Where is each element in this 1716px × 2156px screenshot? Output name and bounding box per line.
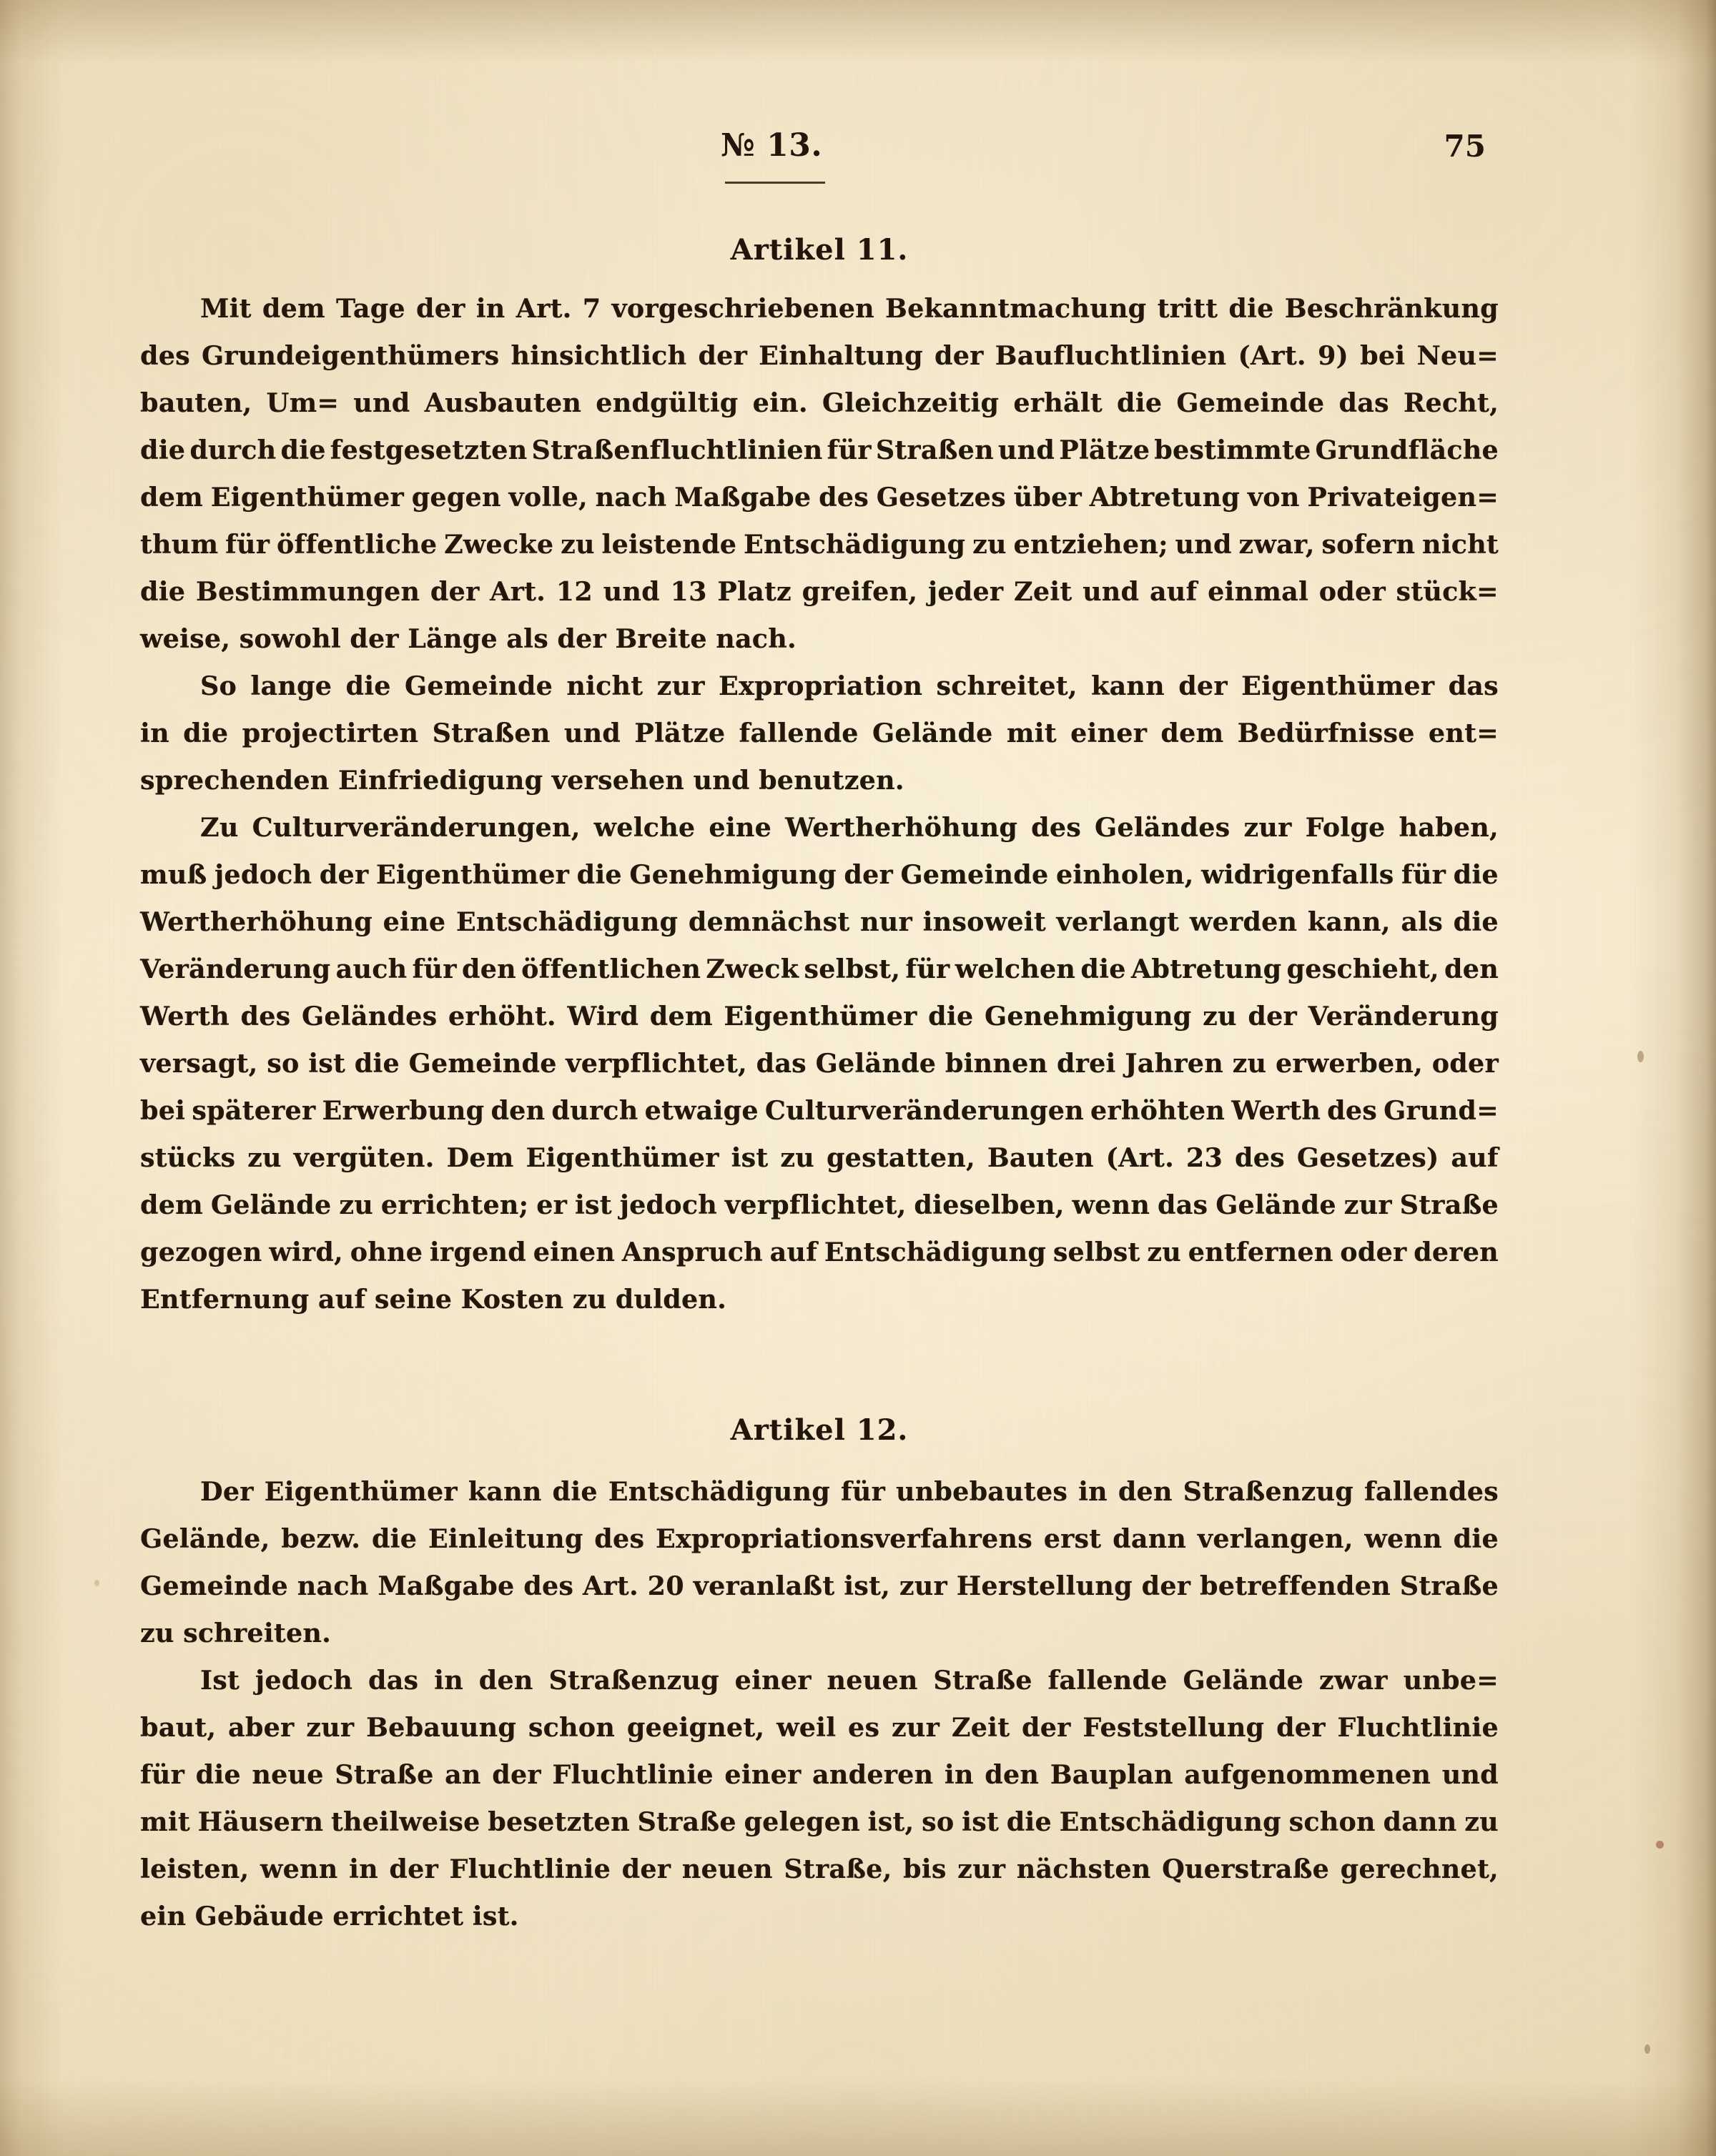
issue-number-rule (725, 182, 825, 184)
text-line: für die neue Straße an der Fluchtlinie einer anderen in den Bauplan aufgenommenen und (140, 1759, 1499, 1790)
page-edge-bottom-shadow (0, 2077, 1716, 2156)
text-line: Der Eigenthümer kann die Entschädigung für unbebautes in den Straßenzug fallendes (200, 1476, 1499, 1507)
text-line: Ist jedoch das in den Straßenzug einer neuen Straße fallende Gelände zwar unbe= (200, 1665, 1499, 1696)
article-11-paragraph-1 (140, 285, 1499, 663)
text-line: muß jedoch der Eigenthümer die Genehmigung der Gemeinde einholen, widrigenfalls für die (140, 859, 1499, 890)
text-line: leisten, wenn in der Fluchtlinie der neuen Straße, bis zur nächsten Querstraße gerechnet, (140, 1854, 1499, 1884)
text-line: versagt, so ist die Gemeinde verpflichtet, das Gelände binnen drei Jahren zu erwerben, oder (140, 1048, 1499, 1079)
text-line: die durch die festgesetzten Straßenfluchtlinien für Straßen und Plätze bestimmte Grundfläche (140, 435, 1499, 465)
article-12-paragraph-1 (140, 1468, 1499, 1657)
page-edge-top-shadow (0, 0, 1716, 64)
text-line: Werth des Geländes erhöht. Wird dem Eigenthümer die Genehmigung zu der Veränderung (140, 1001, 1499, 1032)
text-line: bauten, Um= und Ausbauten endgültig ein. Gleichzeitig erhält die Gemeinde das Recht, (140, 387, 1499, 418)
foxing-speck (1656, 1841, 1664, 1849)
text-line: Zu Culturveränderungen, welche eine Wertherhöhung des Geländes zur Folge haben, (200, 812, 1499, 843)
text-line: baut, aber zur Bebauung schon geeignet, weil es zur Zeit der Feststellung der Fluchtlinie (140, 1712, 1499, 1743)
article-11-paragraph-2 (140, 663, 1499, 804)
text-line: ein Gebäude errichtet ist. (140, 1901, 519, 1932)
text-line: gezogen wird, ohne irgend einen Anspruch auf Entschädigung selbst zu entfernen oder deren (140, 1237, 1499, 1267)
text-line: dem Gelände zu errichten; er ist jedoch verpflichtet, dieselben, wenn das Gelände zur Straße (140, 1190, 1499, 1220)
foxing-speck (1644, 2044, 1650, 2054)
article-heading-12: Artikel 12. (730, 1413, 909, 1447)
text-line: dem Eigenthümer gegen volle, nach Maßgabe des Gesetzes über Abtretung von Privateigen= (140, 482, 1499, 513)
page-text-block (140, 122, 1499, 1940)
text-line: weise, sowohl der Länge als der Breite nach. (140, 623, 797, 654)
page-number: 75 (1444, 129, 1486, 164)
text-line: zu schreiten. (140, 1618, 332, 1648)
page-edge-left-shadow (0, 0, 64, 2156)
foxing-speck (1637, 1051, 1644, 1062)
text-line: Veränderung auch für den öffentlichen Zweck selbst, für welchen die Abtretung geschieht, den (140, 954, 1499, 984)
text-line: sprechenden Einfriedigung versehen und benutzen. (140, 765, 904, 796)
text-line: Gemeinde nach Maßgabe des Art. 20 veranlaßt ist, zur Herstellung der betreffenden Straße (140, 1571, 1499, 1601)
foxing-speck (94, 1580, 99, 1586)
text-line: So lange die Gemeinde nicht zur Expropriation schreitet, kann der Eigenthümer das (200, 671, 1499, 701)
issue-number: № 13. (721, 127, 823, 164)
text-line: des Grundeigenthümers hinsichtlich der Einhaltung der Baufluchtlinien (Art. 9) bei Neu= (140, 340, 1499, 371)
text-line: bei späterer Erwerbung den durch etwaige Culturveränderungen erhöhten Werth des Grund= (140, 1095, 1499, 1126)
text-line: mit Häusern theilweise besetzten Straße gelegen ist, so ist die Entschädigung schon dann zu (140, 1806, 1499, 1837)
text-line: thum für öffentliche Zwecke zu leistende Entschädigung zu entziehen; und zwar, sofern nicht (140, 529, 1499, 560)
text-line: die Bestimmungen der Art. 12 und 13 Platz greifen, jeder Zeit und auf einmal oder stück= (140, 576, 1499, 607)
article-11-paragraph-3 (140, 804, 1499, 1323)
text-line: Entfernung auf seine Kosten zu dulden. (140, 1284, 727, 1315)
text-line: in die projectirten Straßen und Plätze fallende Gelände mit einer dem Bedürfnisse ent= (140, 718, 1499, 748)
running-head (140, 122, 1499, 207)
page-edge-right-shadow (1630, 0, 1716, 2156)
text-line: Mit dem Tage der in Art. 7 vorgeschriebenen Bekanntmachung tritt die Beschränkung (200, 293, 1499, 324)
article-12-paragraph-2 (140, 1657, 1499, 1940)
article-heading-11: Artikel 11. (730, 233, 909, 267)
text-line: Gelände, bezw. die Einleitung des Expropriationsverfahrens erst dann verlangen, wenn die (140, 1523, 1499, 1554)
text-line: stücks zu vergüten. Dem Eigenthümer ist zu gestatten, Bauten (Art. 23 des Gesetzes) auf (140, 1142, 1499, 1173)
text-line: Wertherhöhung eine Entschädigung demnächst nur insoweit verlangt werden kann, als die (140, 906, 1499, 937)
